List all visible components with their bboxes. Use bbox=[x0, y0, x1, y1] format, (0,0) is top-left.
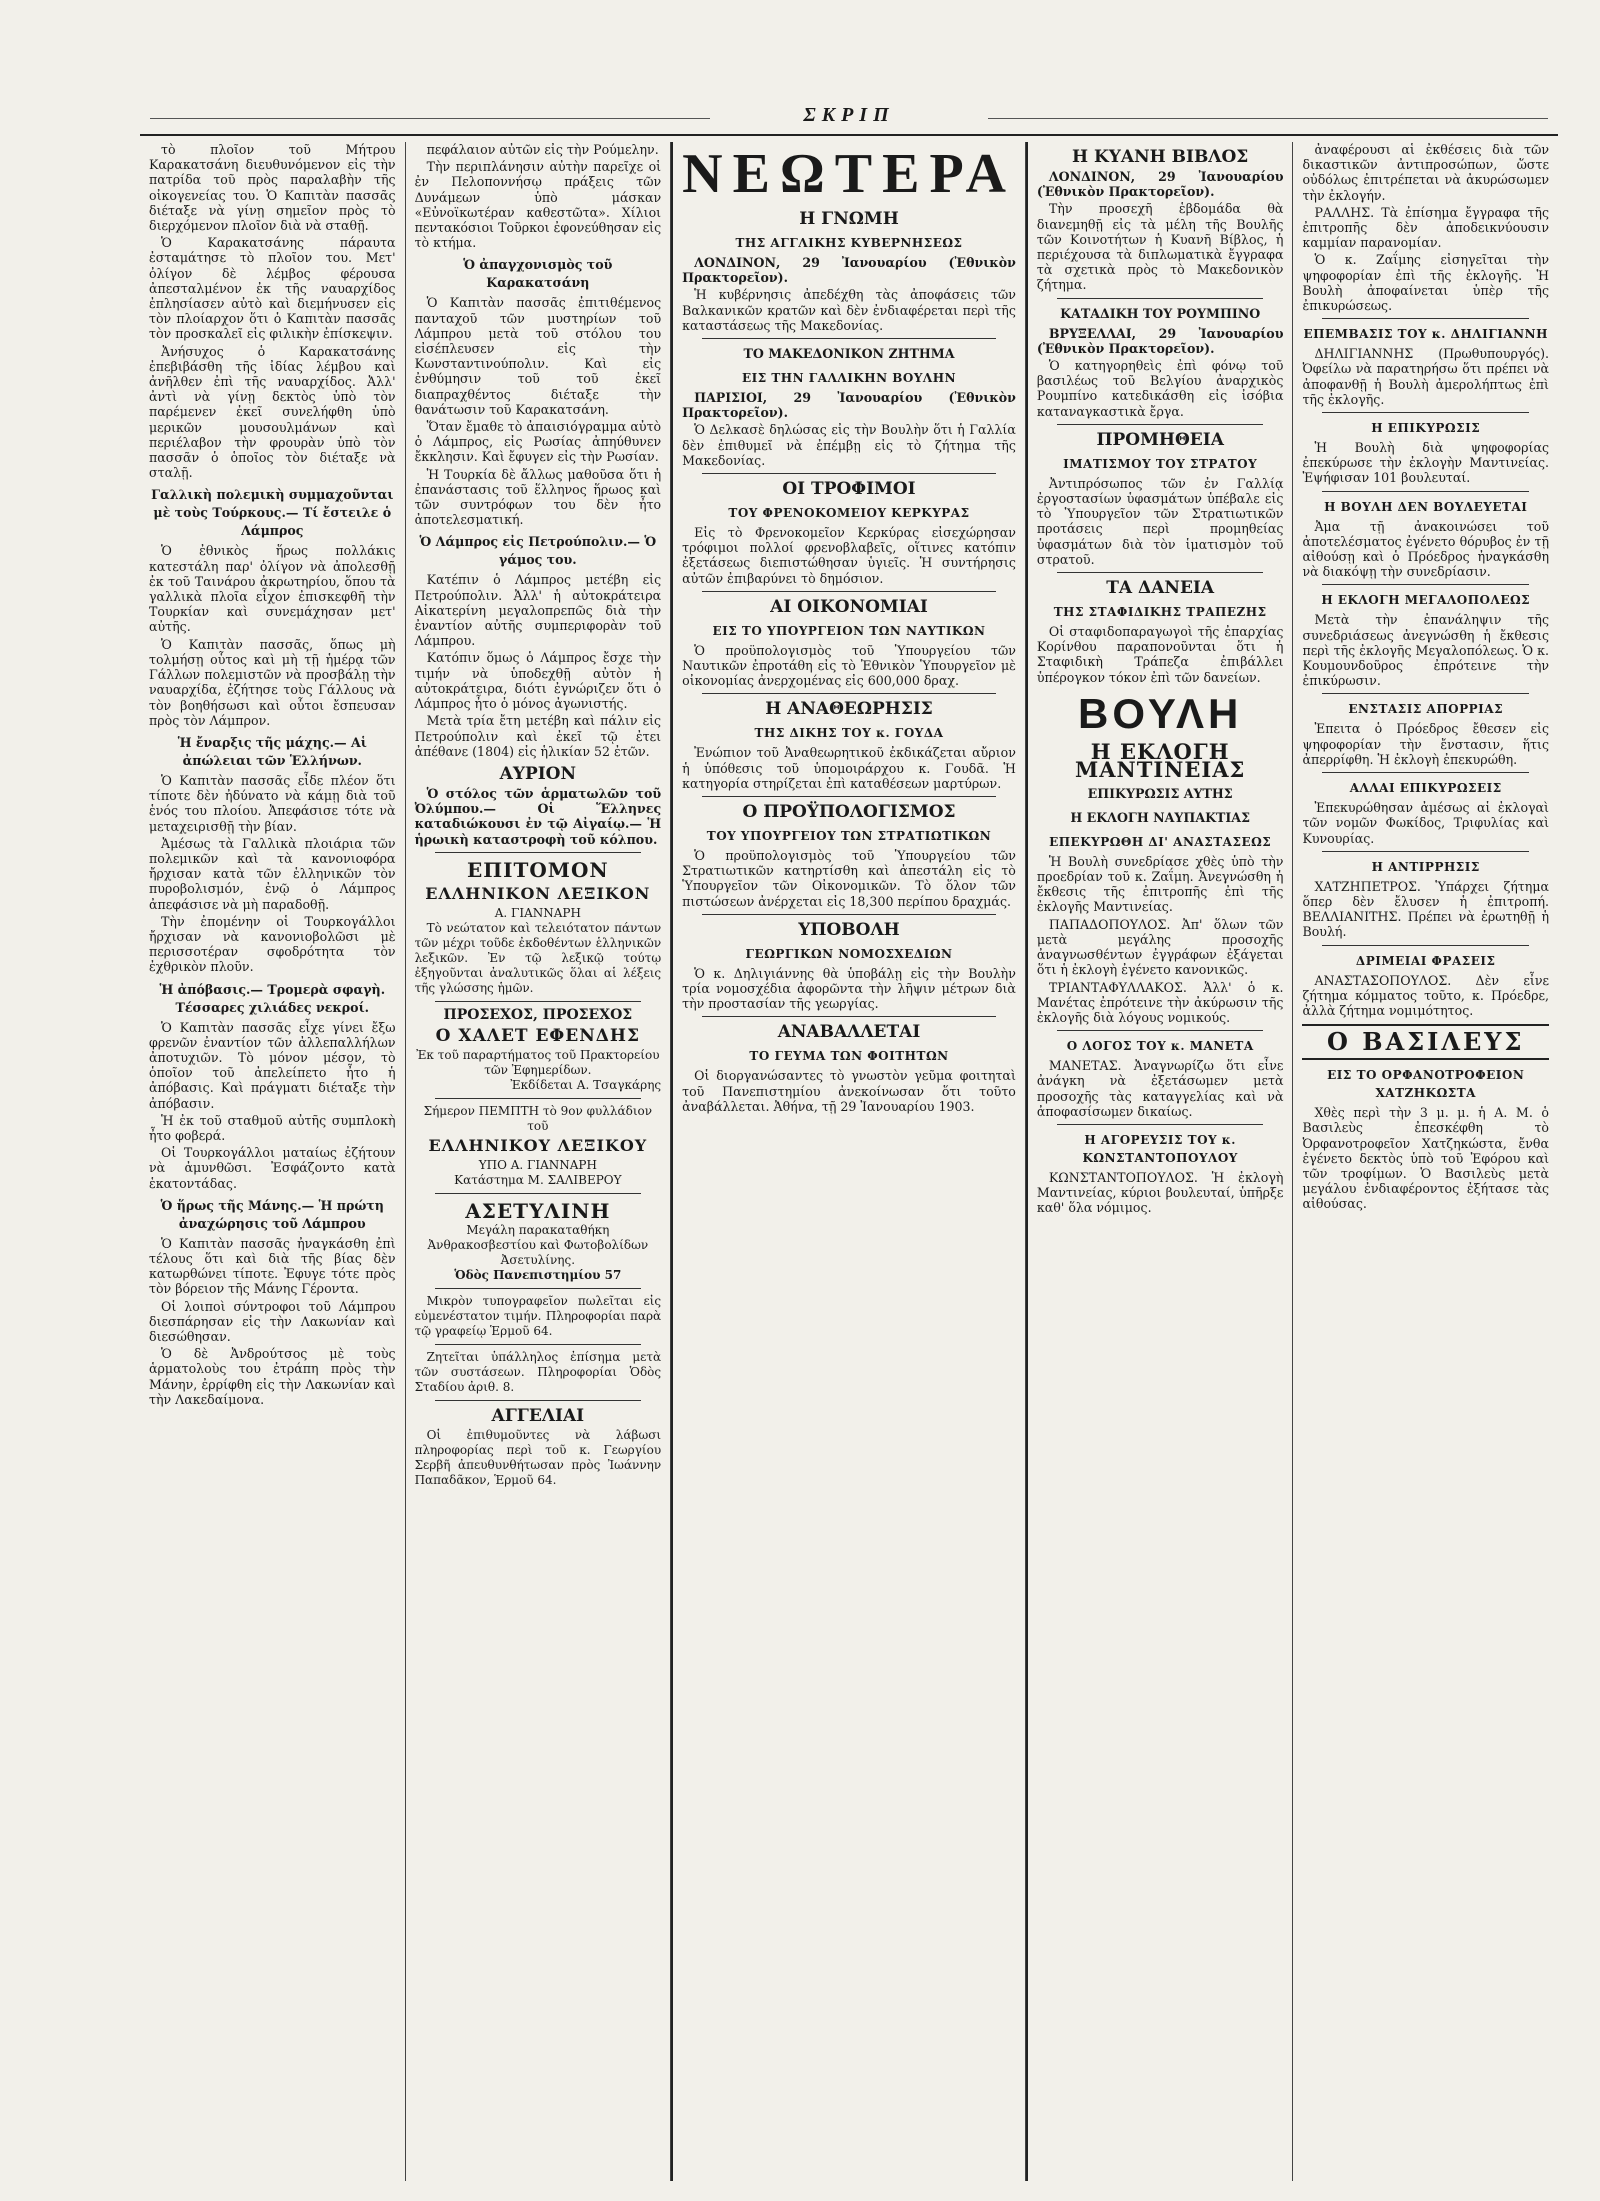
paragraph: Ὁ Καρακατσάνης πάραυτα ἐσταμάτησε τὸ πλοῖον του. Μετ' ὀλίγον δὲ λέμβος φέρουσα ἀπεσταλμένον ἐκ τῆς ναυαρχίδος ἐπλησίασεν αὐτὸ καὶ διεμήνυσεν εἰς τὸν πλοίαρχον ὅτι ὁ Καπιτὰν πασσᾶς τὸν προσκαλεῖ εἰς φιλικὴν ἐπίσκεψιν. bbox=[149, 235, 396, 342]
news-subheading: ΕΙΣ ΤΗΝ ΓΑΛΛΙΚΗΝ ΒΟΥΛΗΝ bbox=[741, 371, 957, 386]
ad-title: Ο ΧΑΛΕΤ ΕΦΕΝΔΗΣ bbox=[435, 1025, 641, 1046]
ad-lexicon bbox=[415, 858, 662, 996]
section-title-vouli: ΒΟΥΛΗ bbox=[1077, 689, 1243, 737]
paragraph: Ἡ Τουρκία δὲ ἄλλως μαθοῦσα ὅτι ἡ ἐπανάστασις τοῦ ἕλληνος ἥρωος καὶ τῶν συντρόφων του δὲν ἦτο ἀποτελεσματική. bbox=[414, 466, 662, 528]
news-subheading: ΤΗΣ ΑΓΓΛΙΚΗΣ ΚΥΒΕΡΝΗΣΕΩΣ bbox=[735, 236, 963, 250]
news-subheading: Η ΑΓΟΡΕΥΣΙΣ ΤΟΥ κ. ΚΩΝΣΤΑΝΤΟΠΟΥΛΟΥ bbox=[1082, 1132, 1238, 1165]
paragraph: ΤΡΙΑΝΤΑΦΥΛΛΑΚΟΣ. Ἀλλ' ὁ κ. Μανέτας ἐπρότεινε τὴν ἀκύρωσιν τῆς ἐκλογῆς διὰ λόγους νομικούς. bbox=[1036, 979, 1284, 1025]
paragraph: Ἡ κυβέρνησις ἀπεδέχθη τὰς ἀποφάσεις τῶν Βαλκανικῶν κρατῶν καὶ δὲν ἐνδιαφέρεται περὶ τῆς καταστάσεως τῆς Μακεδονίας. bbox=[682, 287, 1016, 333]
news-subheading: Η ΕΚΛΟΓΗ ΝΑΥΠΑΚΤΙΑΣ bbox=[1070, 809, 1250, 825]
news-subheading: ΔΡΙΜΕΙΑΙ ΦΡΑΣΕΙΣ bbox=[1355, 953, 1496, 968]
news-heading: ΑΝΑΒΑΛΛΕΤΑΙ bbox=[777, 1022, 921, 1043]
divider bbox=[435, 852, 642, 853]
paragraph: Κατόπιν ὅμως ὁ Λάμπρος ἔσχε τὴν τιμήν νὰ ὑποδεχθῇ αὐτὸν ἡ αὐτοκράτειρα, διότι ἐγνώριζεν ὅτι ὁ Λάμπρος ἦτο ὁ μόνος ἀγωνιστής. bbox=[414, 650, 662, 712]
paragraph: Χθὲς περὶ τὴν 3 μ. μ. ἡ Α. Μ. ὁ Βασιλεὺς ἐπεσκέφθη τὸ Ὀρφανοτροφεῖον Χατζηκώστα, ἔνθα ἐγένετο δεκτὸς ὑπὸ τοῦ Ἐφόρου καὶ τῶν τροφίμων. Ὁ Βασιλεὺς μετὰ μεγάλου ἐνδιαφέροντος ἐξήτασε τὰς αἰθούσας. bbox=[1302, 1105, 1550, 1212]
ad-title: ΕΠΙΤΟΜΟΝ bbox=[467, 857, 609, 882]
dateline: ΛΟΝΔΙΝΟΝ, 29 Ἰανουαρίου (Ἐθνικὸν Πρακτορεῖον). bbox=[1036, 169, 1284, 200]
divider bbox=[1322, 851, 1529, 852]
paragraph: Μετὰ τὴν ἐπανάληψιν τῆς συνεδριάσεως ἀνεγνώσθη ἡ ἔκθεσις περὶ τῆς ἐκλογῆς Μεγαλοπόλεως. Ὁ κ. Κουμουνδοῦρος ἐπρότεινε τὴν ἐπικύρωσιν. bbox=[1302, 612, 1550, 689]
columns bbox=[140, 142, 1558, 2181]
ad-title: ΕΛΛΗΝΙΚΟΝ ΛΕΞΙΚΟΝ bbox=[425, 883, 651, 903]
news-subheading: ΕΙΣ ΤΟ ΥΠΟΥΡΓΕΙΟΝ ΤΩΝ ΝΑΥΤΙΚΩΝ bbox=[712, 623, 986, 638]
masthead bbox=[140, 104, 1558, 136]
section-heading: Ὁ ἥρως τῆς Μάνης.— Ἡ πρώτη ἀναχώρησις τοῦ Λάμπρου bbox=[160, 1197, 384, 1231]
paragraph: Οἱ σταφιδοπαραγωγοὶ τῆς ἐπαρχίας Κορίνθου παραπονοῦνται ὅτι ἡ Σταφιδικὴ Τράπεζα ἐπιβάλλει ὑπέρογκον τόκον ἐπὶ τῶν δανείων. bbox=[1036, 624, 1284, 685]
news-subheading: Ο ΛΟΓΟΣ ΤΟΥ κ. ΜΑΝΕΤΑ bbox=[1066, 1039, 1254, 1054]
column-4 bbox=[1026, 142, 1294, 2181]
divider bbox=[1322, 412, 1529, 413]
section-title-neotera: ΝΕΩΤΕΡΑ bbox=[682, 143, 1016, 205]
divider bbox=[702, 591, 996, 592]
paragraph: Ἐπεκυρώθησαν ἀμέσως αἱ ἐκλογαὶ τῶν νομῶν Φωκίδος, Τριφυλίας καὶ Κυνουρίας. bbox=[1302, 800, 1550, 846]
paragraph: Ὁ Δελκασὲ δηλώσας εἰς τὴν Βουλὴν ὅτι ἡ Γαλλία δὲν ἐπιθυμεῖ νὰ ἐπέμβῃ εἰς τὸ ζήτημα τῆς Μακεδονίας. bbox=[682, 422, 1016, 468]
paragraph: ΧΑΤΖΗΠΕΤΡΟΣ. Ὑπάρχει ζήτημα ὅπερ δὲν ἔλυσεν ἡ ἐπιτροπή. ΒΕΛΛΙΑΝΙΤΗΣ. Πρέπει νὰ ἐρωτηθῇ ἡ Βουλή. bbox=[1302, 878, 1550, 940]
news-subheading: Η ΑΝΤΙΡΡΗΣΙΣ bbox=[1371, 859, 1480, 874]
divider bbox=[435, 1288, 642, 1289]
divider bbox=[702, 796, 996, 797]
ad-author: Α. ΓΙΑΝΝΑΡΗ bbox=[494, 905, 581, 920]
divider bbox=[1322, 584, 1529, 585]
divider bbox=[702, 693, 996, 694]
news-heading: ΤΟ ΜΑΚΕΔΟΝΙΚΟΝ ΖΗΤΗΜΑ bbox=[743, 346, 955, 362]
divider bbox=[435, 1400, 642, 1401]
divider bbox=[1057, 298, 1264, 299]
ad-address: Ὁδὸς Πανεπιστημίου 57 bbox=[454, 1267, 622, 1282]
news-subheading: ΤΗΣ ΣΤΑΦΙΔΙΚΗΣ ΤΡΑΠΕΖΗΣ bbox=[1053, 605, 1267, 620]
ad-title: ΠΡΟΣΕΧΟΣ, ΠΡΟΣΕΧΟΣ bbox=[443, 1006, 633, 1023]
divider bbox=[702, 914, 996, 915]
ad-title: ΕΛΛΗΝΙΚΟΥ ΛΕΞΙΚΟΥ bbox=[428, 1135, 648, 1155]
paragraph: Ὁ ἐθνικὸς ἥρως πολλάκις κατεστάλη παρ' ὀλίγον νὰ ἀπολεσθῇ ἐκ τοῦ Ταινάρου ἀκρωτηρίου, ὅπου τὰ γαλλικὰ πλοῖα εἶχον ἐπισκεφθῆ τὴν Τουρκίαν καὶ συνεμάχησαν μετ' αὐτῆς. bbox=[149, 543, 396, 635]
paragraph: Μετὰ τρία ἔτη μετέβη καὶ πάλιν εἰς Πετρούπολιν καὶ ἐκεῖ τῷ ἐτει ἀπέθανε (1804) εἰς ἡλικίαν 52 ἐτῶν. bbox=[414, 713, 662, 759]
paragraph: τὸ πλοῖον τοῦ Μήτρου Καρακατσάνη διευθυνόμενον εἰς τὴν πατρίδα τοῦ πρὸς παραλαβὴν τῆς οἰκογενείας του. Ὁ Καπιτὰν πασσᾶς διέταξε νὰ γίνῃ σημεῖον πρὸς τὸ διερχόμενον πλοῖον διὰ νὰ σταθῇ. bbox=[149, 142, 396, 234]
ad-title: ΑΓΓΕΛΙΑΙ bbox=[491, 1405, 585, 1426]
divider bbox=[702, 473, 996, 474]
news-heading: Η ΕΚΛΟΓΗ ΜΑΝΤΙΝΕΙΑΣ bbox=[1074, 738, 1246, 782]
paragraph: Ἡ ἐκ τοῦ σταθμοῦ αὐτῆς συμπλοκὴ ἦτο φοβερά. bbox=[149, 1112, 396, 1143]
paragraph: ἀναφέρουσι αἱ ἐκθέσεις διὰ τῶν δικαστικῶν ἀντιπροσώπων, ὥστε οὐδόλως ἐπιτρέπεται νὰ ἀκυρώσωμεν τὴν ἐκλογήν. bbox=[1302, 142, 1550, 203]
divider bbox=[1322, 945, 1529, 946]
divider bbox=[1322, 693, 1529, 694]
news-subheading: ΤΗΣ ΔΙΚΗΣ ΤΟΥ κ. ΓΟΥΔΑ bbox=[754, 726, 944, 741]
divider bbox=[702, 1016, 996, 1017]
news-subheading: ΤΟ ΓΕΥΜΑ ΤΩΝ ΦΟΙΤΗΤΩΝ bbox=[749, 1049, 949, 1064]
news-heading: Η ΚΥΑΝΗ ΒΙΒΛΟΣ bbox=[1072, 147, 1249, 167]
ad-text: Οἱ ἐπιθυμοῦντες νὰ λάβωσι πληροφορίας περὶ τοῦ κ. Γεωργίου Σερβῆ ἀπευθυνθήτωσαν πρὸς Ἰωάννην Παπαδᾶκον, Ἑρμοῦ 64. bbox=[414, 1427, 662, 1487]
divider bbox=[1057, 424, 1264, 425]
paragraph: πεφάλαιον αὐτῶν εἰς τὴν Ρούμελην. bbox=[426, 142, 659, 157]
ad-text: Ζητεῖται ὑπάλληλος ἐπίσημα μετὰ τῶν συστάσεων. Πληροφορίαι Ὁδὸς Σταδίου ἀριθ. 8. bbox=[414, 1349, 662, 1394]
divider bbox=[435, 1001, 642, 1002]
paragraph: Ἀνήσυχος ὁ Καρακατσάνης ἐπεβιβάσθη τῆς ἰδίας λέμβου καὶ ἀνῆλθεν ἐπὶ τῆς ναυαρχίδος. Ἀλλ' ἀντὶ νὰ γίνῃ δεκτὸς ὑπὸ τὸν παρέμενεν ἐκεῖ συνελήφθη ὑπὸ μερικῶν μουσουλμάνων καὶ περιέλαβον τὴν φρουρὰν ὑπὸ τὸν πασσᾶν ὁ ὁποῖος τὸν διέταξε νὰ σταλῇ. bbox=[149, 343, 396, 481]
news-subheading: ΕΠΙΚΥΡΩΣΙΣ ΑΥΤΗΣ bbox=[1087, 785, 1233, 801]
paragraph: Ὁ Καπιτὰν πασσᾶς ἠναγκάσθη ἐπὶ τέλους ὅτι καὶ διὰ τῆς βίας δὲν κατωρθώνει τίποτε. Ἐφυγε τότε πρὸς τὸν βόρειον τῆς Μάνης Γέροντα. bbox=[149, 1235, 396, 1297]
divider bbox=[1057, 1030, 1264, 1031]
divider bbox=[1322, 318, 1529, 319]
paragraph: ΜΑΝΕΤΑΣ. Ἀναγνωρίζω ὅτι εἶνε ἀνάγκη νὰ ἐξετάσωμεν μετὰ προσοχῆς τὰς καταγγελίας καὶ νὰ ἀποφασίσωμεν δικαίως. bbox=[1036, 1058, 1284, 1119]
divider bbox=[435, 1344, 642, 1345]
news-heading: ΟΙ ΤΡΟΦΙΜΟΙ bbox=[782, 479, 916, 500]
ad-place: Κατάστημα Μ. ΣΑΛΙΒΕΡΟΥ bbox=[454, 1172, 622, 1187]
news-subheading: Η ΕΚΛΟΓΗ ΜΕΓΑΛΟΠΟΛΕΩΣ bbox=[1321, 593, 1531, 608]
news-heading: Ο ΠΡΟΫΠΟΛΟΓΙΣΜΟΣ bbox=[742, 802, 956, 823]
divider bbox=[1322, 772, 1529, 773]
news-heading: ΑΙ ΟΙΚΟΝΟΜΙΑΙ bbox=[770, 596, 928, 617]
dateline: ΛΟΝΔΙΝΟΝ, 29 Ἰανουαρίου (Ἐθνικὸν Πρακτορεῖον). bbox=[682, 255, 1016, 286]
news-heading: ΥΠΟΒΟΛΗ bbox=[798, 919, 900, 940]
paragraph: Ὁ Καπιτὰν πασσᾶς εἶδε πλέον ὅτι τίποτε δὲν ἠδύνατο νὰ κάμῃ διὰ τοῦ ἑνός του πλοίου. Ἀπεφάσισε τότε νὰ μεταχειρισθῇ τὴν βίαν. bbox=[149, 772, 396, 834]
paragraph: Οἱ διοργανώσαντες τὸ γνωστὸν γεῦμα φοιτηταὶ τοῦ Πανεπιστημίου ἀνεκοίνωσαν ὅτι τοῦτο ἀναβάλλεται. Ἀθήνα, τῇ 29 Ἰανουαρίου 1903. bbox=[682, 1068, 1016, 1114]
paragraph: Ὁ Καπιτὰν πασσᾶς εἶχε γίνει ἔξω φρενῶν ἐναντίον τῶν ἀλλεπαλλήλων ἀποτυχιῶν. Τὸ μόνον μέσον, τὸ ὁποῖον τοῦ ἀπελείπετο ἦτο ἡ ἀπόβασις. Καὶ πράγματι διέταξε τὴν ἀπόβασιν. bbox=[149, 1019, 396, 1111]
paragraph: ΠΑΠΑΔΟΠΟΥΛΟΣ. Ἀπ' ὅλων τῶν μετὰ μεγάλης προσοχῆς ἀναγνωσθέντων ἐγγράφων ἐξάγεται ὅτι ἡ ἐκλογὴ ἐγένετο κανονικῶς. bbox=[1036, 916, 1284, 978]
paragraph: Ὅταν ἔμαθε τὸ ἀπαισιόγραμμα αὐτὸ ὁ Λάμπρος, εἰς Ρωσίας ἀπηύθυνεν ἔκκλησιν. Καὶ ἔφυγεν εἰς τὴν Ρωσίαν. bbox=[414, 419, 662, 465]
ad-title: ΑΣΕΤΥΛΙΝΗ bbox=[465, 1198, 611, 1223]
divider bbox=[435, 1098, 642, 1099]
ad-text: Σήμερον ΠΕΜΠΤΗ τὸ 9ον φυλλάδιον τοῦ bbox=[423, 1103, 653, 1133]
ad-author: ΥΠΟ Α. ΓΙΑΝΝΑΡΗ bbox=[478, 1157, 597, 1172]
news-subheading: ΕΝΣΤΑΣΙΣ ΑΠΟΡΡΙΑΣ bbox=[1348, 702, 1504, 717]
news-heading: Η ΓΝΩΜΗ bbox=[799, 209, 899, 229]
divider bbox=[702, 338, 996, 339]
news-subheading: ΕΠΕΜΒΑΣΙΣ ΤΟΥ κ. ΔΗΛΙΓΙΑΝΝΗ bbox=[1303, 327, 1548, 342]
news-subheading: ΓΕΩΡΓΙΚΩΝ ΝΟΜΟΣΧΕΔΙΩΝ bbox=[745, 946, 953, 961]
section-heading: Ἡ ἀπόβασις.— Τρομερὰ σφαγὴ. Τέσσαρες χιλιάδες νεκροί. bbox=[159, 981, 386, 1015]
section-title-vasileus: Ο ΒΑΣΙΛΕΥΣ bbox=[1302, 1024, 1549, 1060]
news-heading: Η ΑΝΑΘΕΩΡΗΣΙΣ bbox=[765, 699, 933, 720]
paragraph: ΔΗΛΙΓΙΑΝΝΗΣ (Πρωθυπουργός). Ὀφείλω νὰ παρατηρήσω ὅτι πρέπει νὰ ἀποφανθῇ ἡ Βουλὴ ἀμερολήπτως ἐπὶ τῆς ἐκλογῆς. bbox=[1302, 346, 1550, 407]
dateline: ΒΡΥΞΕΛΛΑΙ, 29 Ἰανουαρίου (Ἐθνικὸν Πρακτορεῖον). bbox=[1036, 325, 1284, 356]
news-subheading: Η ΒΟΥΛΗ ΔΕΝ ΒΟΥΛΕΥΕΤΑΙ bbox=[1324, 499, 1528, 514]
ad-sign: Ἐκδίδεται Α. Τσαγκάρης bbox=[510, 1077, 662, 1092]
paragraph: Ὁ κ. Ζαΐμης εἰσηγεῖται τὴν ψηφοφορίαν ἐπὶ τῆς ἐκλογῆς. Ἡ Βουλὴ ἀποφαίνεται ὑπὲρ τῆς ἐπικυρώσεως. bbox=[1302, 252, 1550, 314]
column-2 bbox=[406, 142, 672, 2181]
masthead-rule-right bbox=[988, 118, 1548, 119]
column-3 bbox=[671, 142, 1026, 2181]
news-subheading: ΑΛΛΑΙ ΕΠΙΚΥΡΩΣΕΙΣ bbox=[1349, 781, 1502, 796]
paragraph: Ἀμα τῇ ἀνακοινώσει τοῦ ἀποτελέσματος ἐγένετο θόρυβος ἐν τῇ αἰθούσῃ καὶ ὁ Πρόεδρος ἠναγκάσθη νὰ διακόψῃ τὴν συνεδρίασιν. bbox=[1302, 518, 1550, 580]
paragraph: Ἡ Βουλὴ διὰ ψηφοφορίας ἐπεκύρωσε τὴν ἐκλογὴν Μαντινείας. Ἐψήφισαν 101 βουλευταί. bbox=[1302, 440, 1550, 486]
news-subheading: Η ΕΠΙΚΥΡΩΣΙΣ bbox=[1371, 421, 1481, 436]
column-5 bbox=[1293, 142, 1558, 2181]
paragraph: Κατέπιν ὁ Λάμπρος μετέβη εἰς Πετρούπολιν. Ἀλλ' ἡ αὐτοκράτειρα Αἰκατερίνη μεγαλοπρεπῶς διὰ τὴν ἐναντίον αὐτῆς συμπεριφορὰν τοῦ Λάμπρου. bbox=[414, 572, 662, 649]
news-subheading: ΤΟΥ ΥΠΟΥΡΓΕΙΟΥ ΤΩΝ ΣΤΡΑΤΙΩΤΙΚΩΝ bbox=[706, 829, 992, 844]
paragraph: ΚΩΝΣΤΑΝΤΟΠΟΥΛΟΣ. Ἡ ἐκλογὴ Μαντινείας, κύριοι βουλευταί, ὑπῆρξε καθ' ὅλα νόμιμος. bbox=[1036, 1169, 1284, 1216]
news-subheading: ΙΜΑΤΙΣΜΟΥ ΤΟΥ ΣΤΡΑΤΟΥ bbox=[1063, 456, 1258, 471]
paragraph: Ὁ προϋπολογισμὸς τοῦ Ὑπουργείου τῶν Στρατιωτικῶν κατηρτίσθη καὶ ἀπεστάλη εἰς τὸ Ὑπουργεῖον τῶν Οἰκονομικῶν. Τὸ ὅλον τῶν πιστώσεων ἀνέρχεται εἰς 18,300 περίπου δραχμάς. bbox=[682, 848, 1016, 909]
section-heading: Ὁ Λάμπρος εἰς Πετρούπολιν.— Ὁ γάμος του. bbox=[419, 534, 657, 568]
news-subheading: ΕΠΕΚΥΡΩΘΗ ΔΙ' ΑΝΑΣΤΑΣΕΩΣ bbox=[1049, 834, 1272, 849]
paragraph: Ἡ Βουλὴ συνεδρίασε χθὲς ὑπὸ τὴν προεδρίαν τοῦ κ. Ζαΐμη. Ἀνεγνώσθη ἡ ἔκθεσις τῆς ἐπιτροπῆς ἐπὶ τῆς ἐκλογῆς Μαντινείας. bbox=[1036, 853, 1284, 915]
divider bbox=[1057, 1124, 1264, 1125]
ad-text: Τὸ νεώτατον καὶ τελειότατον πάντων τῶν μέχρι τοῦδε ἐκδοθέντων ἑλληνικῶν λεξικῶν. Ἐν τῷ λεξικῷ τούτῳ ἐξηγοῦνται ἀναλυτικῶς ὅλαι αἱ λέξεις τῆς γλώσσης ἡμῶν. bbox=[414, 920, 662, 995]
divider bbox=[435, 1193, 642, 1194]
ad-lexicon-issue bbox=[415, 1104, 662, 1188]
ad-text: Ἐκ τοῦ παραρτήματος τοῦ Πρακτορείου τῶν Ἐφημερίδων. bbox=[416, 1047, 660, 1077]
paragraph: Ὁ Καπιτὰν πασσᾶς ἐπιτιθέμενος πανταχοῦ τῶν μυστηρίων τοῦ Λάμπρου μετὰ τοῦ στόλου του εἰσέπλευσεν εἰς τὴν Κωνσταντινούπολιν. Καὶ εἰς ἐνθύμησιν τοῦ τοῦ ἐκεῖ διαπραχθέντος διέταξε τὴν θανάτωσιν τοῦ Καρακατσάνη. bbox=[414, 295, 662, 417]
news-heading: ΚΑΤΑΔΙΚΗ ΤΟΥ ΡΟΥΜΠΙΝΟ bbox=[1060, 305, 1261, 321]
paragraph: Τὴν προσεχῆ ἑβδομάδα θὰ διανεμηθῇ εἰς τὰ μέλη τῆς Βουλῆς τῶν Κοινοτήτων ἡ Κυανῆ Βίβλος, ἡ περιέχουσα τὰ διπλωματικὰ ἔγγραφα τὰ σχετικὰ πρὸς τὸ Μακεδονικὸν ζήτημα. bbox=[1036, 201, 1284, 293]
masthead-name: ΣΚΡΙΠ bbox=[803, 104, 895, 126]
paragraph: Ἀντιπρόσωπος τῶν ἐν Γαλλίᾳ ἐργοστασίων ὑφασμάτων ὑπέβαλε εἰς τὸ Ὑπουργεῖον τῶν Στρατιωτικῶν προτάσεις περὶ προμηθείας ὑφασμάτων διὰ τὸν ἱματισμὸν τοῦ στρατοῦ. bbox=[1036, 475, 1284, 567]
news-subheading: ΕΙΣ ΤΟ ΟΡΦΑΝΟΤΡΟΦΕΙΟΝ ΧΑΤΖΗΚΩΣΤΑ bbox=[1327, 1068, 1525, 1101]
section-heading: Ὁ ἀπαγχονισμὸς τοῦ Καρακατσάνη bbox=[463, 257, 613, 291]
paragraph: Οἱ Τουρκογάλλοι ματαίως ἐζήτουν νὰ ἀμυνθῶσι. Ἐσφάζοντο κατὰ ἑκατοντάδας. bbox=[149, 1145, 396, 1191]
paragraph: Ἐπειτα ὁ Πρόεδρος ἔθεσεν εἰς ψηφοφορίαν τὴν ἔνστασιν, ἥτις ἀπερρίφθη. Ἡ ἐκλογὴ ἐπεκυρώθη. bbox=[1302, 721, 1550, 767]
paragraph: Ὁ δὲ Ἀνδρούτσος μὲ τοὺς ἁρματολοὺς του ἐτράπη πρὸς τὴν Μάνην, ἐρρίφθη εἰς τὴν Λακωνίαν καὶ τὴν Λακεδαίμονα. bbox=[149, 1346, 396, 1407]
paragraph: Ὁ Καπιτὰν πασσᾶς, ὅπως μὴ τολμήσῃ οὗτος καὶ μὴ τῇ ἡμέρᾳ τῶν Γάλλων πολεμιστῶν νὰ προσβάλῃ τὴν ναυαρχίδα, ἐζήτησε τοὺς Γάλλους νὰ τὸν βοηθήσωσι καὶ οὗτοι ἔσπευσαν πρὸς τὸν Λάμπρον. bbox=[149, 636, 396, 728]
paragraph: Εἰς τὸ Φρενοκομεῖον Κερκύρας εἰσεχώρησαν τρόφιμοι πολλοί φρενοβλαβεῖς, οἵτινες κατόπιν ἐξετάσεως διεπιστώθησαν ὑγιεῖς. Ἡ συντήρησις αὐτῶν ἐπιβαρύνει τὸ δημόσιον. bbox=[682, 525, 1016, 586]
paragraph: Ἐνώπιον τοῦ Ἀναθεωρητικοῦ ἐκδικάζεται αὔριον ἡ ὑπόθεσις τοῦ ὑπομοιράρχου κ. Γουδᾶ. Ἡ κατηγορία στηρίζεται ἐπὶ καταθέσεων μαρτύρων. bbox=[682, 745, 1016, 791]
ad-text: Μεγάλη παρακαταθήκη Ἀνθρακοσβεστίου καὶ Φωτοβολίδων Ἀσετυλίνης. bbox=[427, 1222, 649, 1267]
paragraph: Ὁ κ. Δηλιγιάννης θὰ ὑποβάλῃ εἰς τὴν Βουλὴν τρία νομοσχέδια ἀφορῶντα τὴν λῆψιν μέτρων διὰ τὴν προστασίαν τῆς γεωργίας. bbox=[682, 965, 1016, 1012]
dateline: ΠΑΡΙΣΙΟΙ, 29 Ἰανουαρίου (Ἐθνικὸν Πρακτορεῖον). bbox=[682, 390, 1016, 421]
ad-text: Μικρὸν τυπογραφεῖον πωλεῖται εἰς εὐμενέστατον τιμήν. Πληροφορίαι παρὰ τῷ γραφείῳ Ἑρμοῦ 64. bbox=[414, 1293, 662, 1338]
news-heading: ΤΑ ΔΑΝΕΙΑ bbox=[1106, 578, 1215, 599]
news-subheading: ΤΟΥ ΦΡΕΝΟΚΟΜΕΙΟΥ ΚΕΡΚΥΡΑΣ bbox=[728, 506, 970, 521]
paragraph: Ὁ προϋπολογισμὸς τοῦ Ὑπουργείου τῶν Ναυτικῶν ἐπροτάθη εἰς τὸ Ἐθνικὸν Ὑπουργεῖον μὲ οἰκονομίας ἀνερχομένας εἰς 600,000 δραχ. bbox=[682, 642, 1016, 689]
paragraph: Τὴν ἐπομένην οἱ Τουρκογάλλοι ἤρχισαν νὰ κανονιοβολῶσι μὲ περισσοτέραν σφοδρότητα τὸν ἐχθρικὸν πλοῦν. bbox=[149, 913, 396, 975]
avrion-text: Ὁ στόλος τῶν ἁρματωλῶν τοῦ Ὀλύμπου.— Οἱ Ἕλληνες καταδιώκουσι ἐν τῷ Αἰγαίῳ.— Ἡ ἡρωικὴ καταστροφὴ τοῦ κόλπου. bbox=[414, 785, 662, 847]
avrion-heading: ΑΥΡΙΟΝ bbox=[499, 763, 577, 784]
divider bbox=[1322, 491, 1529, 492]
ad-halet-efendis bbox=[415, 1007, 662, 1093]
ad-acetylene bbox=[415, 1199, 662, 1283]
section-heading: Γαλλικὴ πολεμικὴ συμμαχοῦνται μὲ τοὺς Τούρκους.— Τί ἔστειλε ὁ Λάμπρος bbox=[151, 487, 394, 539]
column-1 bbox=[140, 142, 406, 2181]
paragraph: ΑΝΑΣΤΑΣΟΠΟΥΛΟΣ. Δὲν εἶνε ζήτημα κόμματος τοῦτο, κ. Πρόεδρε, ἀλλὰ ζήτημα νομιμότητος. bbox=[1302, 972, 1550, 1018]
news-heading: ΠΡΟΜΗΘΕΙΑ bbox=[1096, 429, 1224, 450]
paragraph: Οἱ λοιποὶ σύντροφοι τοῦ Λάμπρου διεσπάρησαν εἰς τὴν Λακωνίαν καὶ διεσώθησαν. bbox=[149, 1298, 396, 1344]
paragraph: Ἀμέσως τὰ Γαλλικὰ πλοιάρια τῶν πολεμικῶν καὶ τὰ κανονιοφόρα ἤρχισαν κατὰ τῶν ἑλληνικῶν τὸν πυροβολισμόν, ἐνῷ ὁ Λάμπρος ἀπεφάσισε νὰ μὴ παραδοθῇ. bbox=[149, 835, 396, 912]
paragraph: Τὴν περιπλάνησιν αὐτὴν παρεῖχε οἱ ἐν Πελοποννήσῳ πράξεις τῶν Δυνάμεων ὑπὸ μάσκαν «Εὐνοϊκωτέραν καθεστῶτα». Χίλιοι πεντακόσιοι Τοῦρκοι ἐφονεύθησαν εἰς τὸ κτήμα. bbox=[414, 159, 662, 251]
section-heading: Ἡ ἔναρξις τῆς μάχης.— Αἱ ἀπώλειαι τῶν Ἑλλήνων. bbox=[177, 734, 367, 768]
paragraph: Ὁ κατηγορηθεὶς ἐπὶ φόνῳ τοῦ βασιλέως τοῦ Βελγίου ἀναρχικὸς Ρουμπίνο κατεδικάσθη εἰς ἰσόβια καταναγκαστικὰ ἔργα. bbox=[1036, 358, 1284, 419]
paragraph: ΡΑΛΛΗΣ. Τὰ ἐπίσημα ἔγγραφα τῆς ἐπιτροπῆς δὲν ἀποδεικνύουσιν καμμίαν παρανομίαν. bbox=[1302, 204, 1550, 251]
divider bbox=[1057, 572, 1264, 573]
